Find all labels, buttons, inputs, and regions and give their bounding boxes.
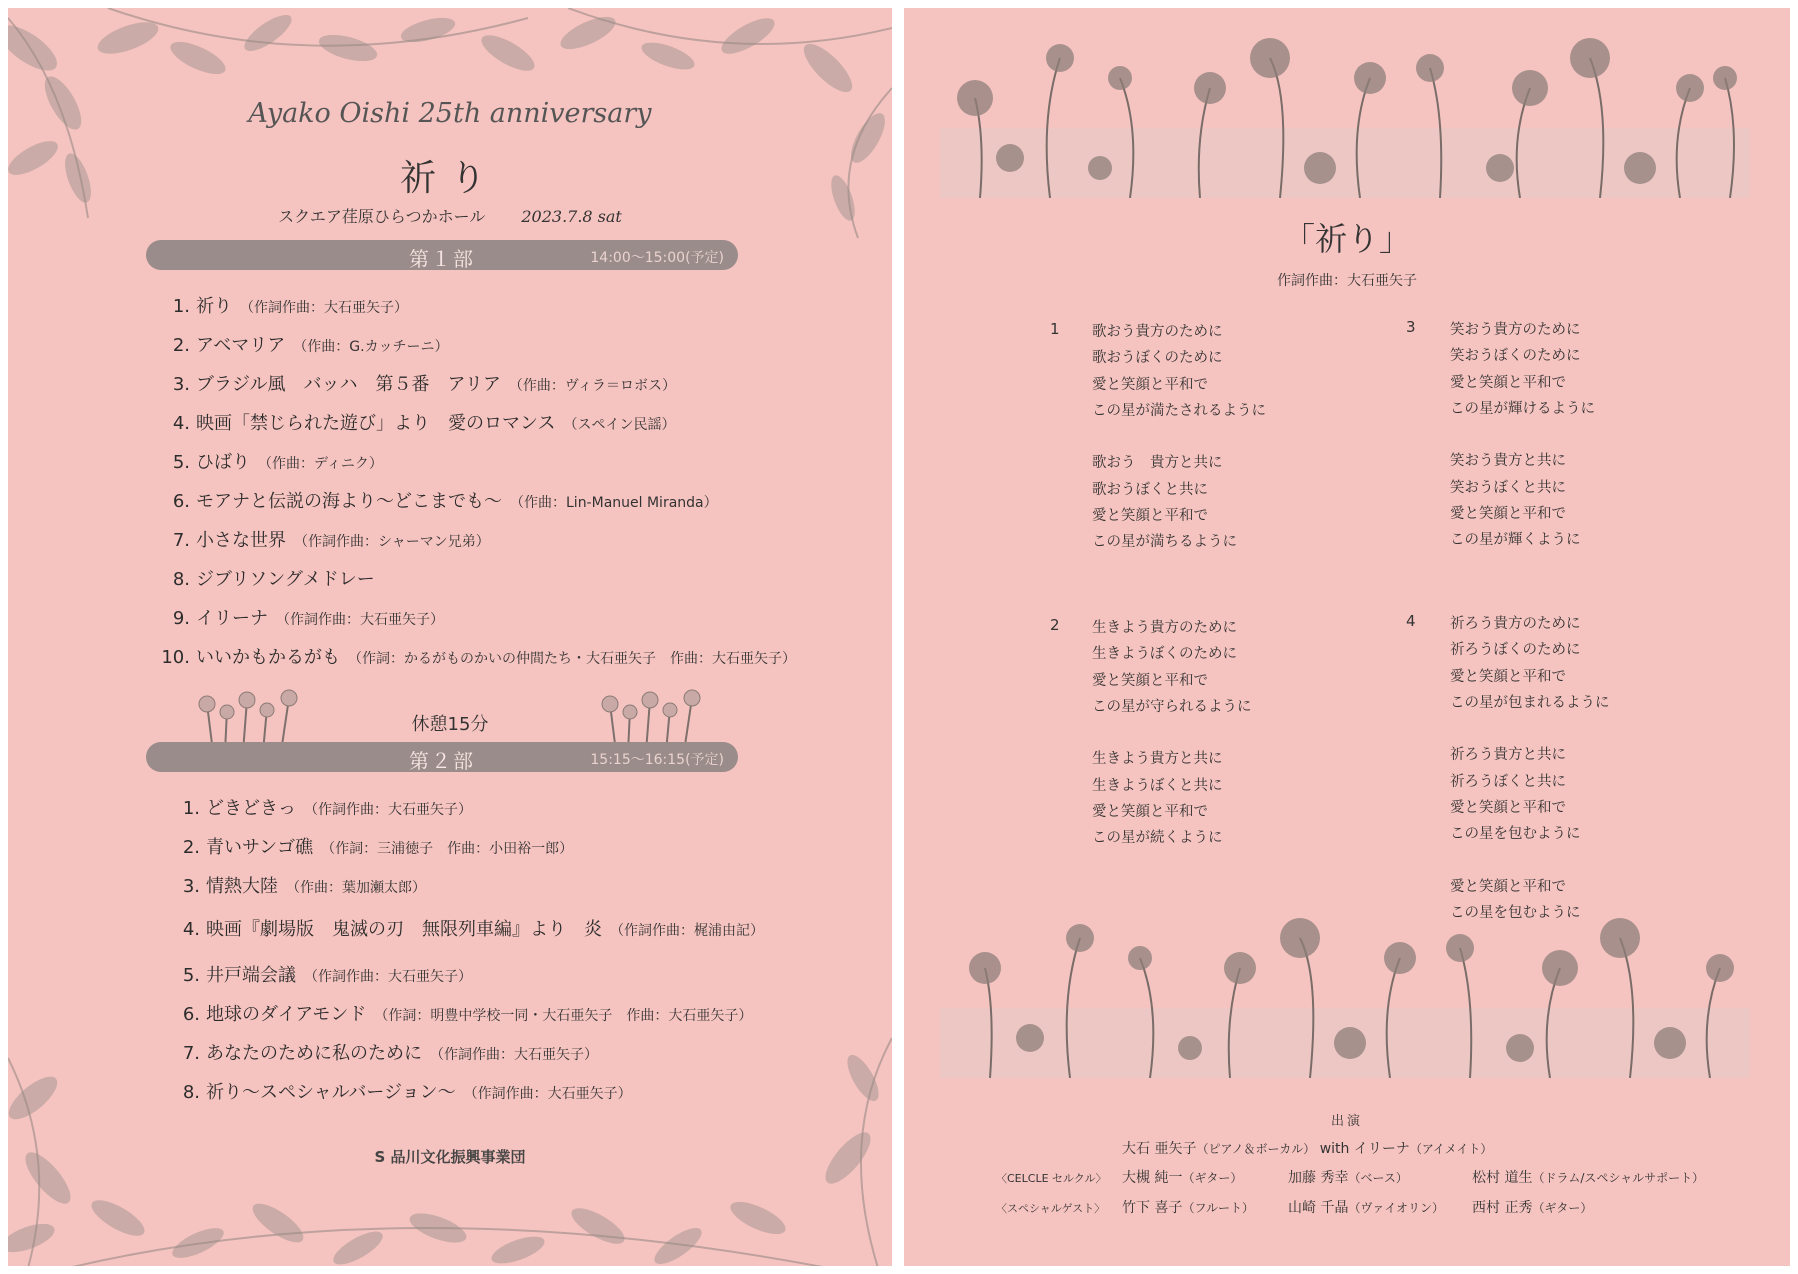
concert-date: 2023.7.8 sat [521,207,622,226]
program-page [8,8,892,1266]
program-item: 8. 祈り～スペシャルバージョン～ （作詞作曲：大石亜矢子） [182,1082,632,1103]
part2-program-list [168,794,764,1117]
part1-header-band [146,240,738,270]
program-item: 7. 小さな世界 （作詞作曲：シャーマン兄弟） [172,530,490,551]
lead-performers [1122,1138,1492,1158]
part2-label: 第２部 [409,749,475,773]
performer: 竹下 喜子（フルート） [1122,1200,1254,1216]
program-item: 8. ジブリソングメドレー [172,569,375,590]
group-label: 〈CELCLE セルクル〉 [996,1172,1107,1185]
song-title: 「祈り」 [1282,220,1411,258]
program-item: 4. 映画「禁じられた遊び」より 愛のロマンス （スペイン民謡） [172,413,676,434]
concert-title: 祈り [399,158,500,199]
program-item: 4. 映画『劇場版 鬼滅の刃 無限列車編』より 炎 （作詞作曲：梶浦由記） [182,919,764,940]
lead-name: 大石 亜矢子 [1122,1141,1197,1157]
verse-lines: 生きよう貴方のために 生きようぼくのために 愛と笑顔と平和で この星が守られるように 生きよう貴方と共に 生きようぼくと共に 愛と笑顔と平和で この星が続くように [1092,620,1252,847]
verse-number: 4 [1406,612,1416,630]
performer: 大槻 純一（ギター） [1122,1170,1243,1186]
program-item: 10. いいかもかるがも （作詞：かるがものかいの仲間たち・大石亜矢子 作曲：大石亜矢子） [161,647,796,668]
program-item: 3. ブラジル風 バッハ 第５番 アリア （作曲：ヴィラ＝ロボス） [172,374,677,395]
program-item: 9. イリーナ （作詞作曲：大石亜矢子） [172,608,444,629]
performer: 西村 正秀（ギター） [1472,1200,1593,1216]
program-item: 6. 地球のダイアモンド （作詞：明豊中学校一同・大石亜矢子 作曲：大石亜矢子） [182,1004,753,1025]
part2-header-band [146,742,738,772]
with-label: with [1319,1141,1350,1157]
verse-lines: 歌おう貴方のために 歌おうぼくのために 愛と笑顔と平和で この星が満たされるように 歌おう 貴方と共に 歌おうぼくと共に 愛と笑顔と平和で この星が満ちるように [1092,324,1266,551]
program-item: 2. アベマリア （作曲：G.カッチーニ） [172,335,449,356]
wildflower-top-decoration [940,18,1750,198]
program-item: 2. 青いサンゴ礁 （作詞：三浦徳子 作曲：小田裕一郎） [182,837,574,858]
group-label: 〈スペシャルゲスト〉 [996,1202,1106,1215]
verse-lines: 祈ろう貴方のために 祈ろうぼくのために 愛と笑顔と平和で この星が包まれるように 祈ろう貴方と共に 祈ろうぼくと共に 愛と笑顔と平和で この星を包むように 愛と笑顔と平和で この星を包むように [1450,616,1610,922]
verse-number: 3 [1406,318,1416,336]
wildflower-bottom-decoration [940,908,1750,1078]
verse-number: 2 [1050,616,1060,634]
program-item: 6. モアナと伝説の海より～どこまでも～ （作曲：Lin-Manuel Miranda） [172,491,718,512]
performer: 松村 道生（ドラム/スペシャルサポート） [1472,1170,1705,1186]
program-item: 3. 情熱大陸 （作曲：葉加瀬太郎） [182,876,426,897]
guest-role: （アイメイト） [1409,1142,1493,1156]
part1-time: 14:00～15:00(予定) [590,250,724,266]
program-item: 5. 井戸端会議 （作詞作曲：大石亜矢子） [182,965,472,986]
concert-subtitle: Ayako Oishi 25th anniversary [248,98,652,129]
venue-date-line [8,204,892,227]
intermission-label: 休憩15分 [411,714,489,735]
program-item: 7. あなたのために私のために （作詞作曲：大石亜矢子） [182,1043,598,1064]
lyrics-page [904,8,1790,1266]
venue-name: スクエア荏原ひらつかホール [278,207,486,226]
part2-time: 15:15～16:15(予定) [590,752,724,768]
program-item: 5. ひばり （作曲：ディニク） [172,452,383,473]
verse-lines: 笑おう貴方のために 笑おうぼくのために 愛と笑顔と平和で この星が輝けるように 笑おう貴方と共に 笑おうぼくと共に 愛と笑顔と平和で この星が輝くように [1450,322,1595,549]
part1-program-list [158,292,796,682]
lead-role: （ピアノ＆ボーカル） [1196,1142,1316,1156]
sponsor-logo: S 品川文化振興事業団 [374,1148,526,1166]
guest-name: イリーナ [1353,1141,1410,1157]
song-credit: 作詞作曲：大石亜矢子 [1277,273,1417,289]
program-item: 1. どきどきっ （作詞作曲：大石亜矢子） [182,798,472,819]
performers-title: 出演 [1330,1114,1363,1129]
program-item: 1. 祈り （作詞作曲：大石亜矢子） [172,296,408,317]
performer: 加藤 秀幸（ベース） [1288,1170,1408,1186]
performer: 山崎 千晶（ヴァイオリン） [1288,1200,1444,1216]
verse-number: 1 [1050,320,1060,338]
part1-label: 第１部 [409,247,475,271]
